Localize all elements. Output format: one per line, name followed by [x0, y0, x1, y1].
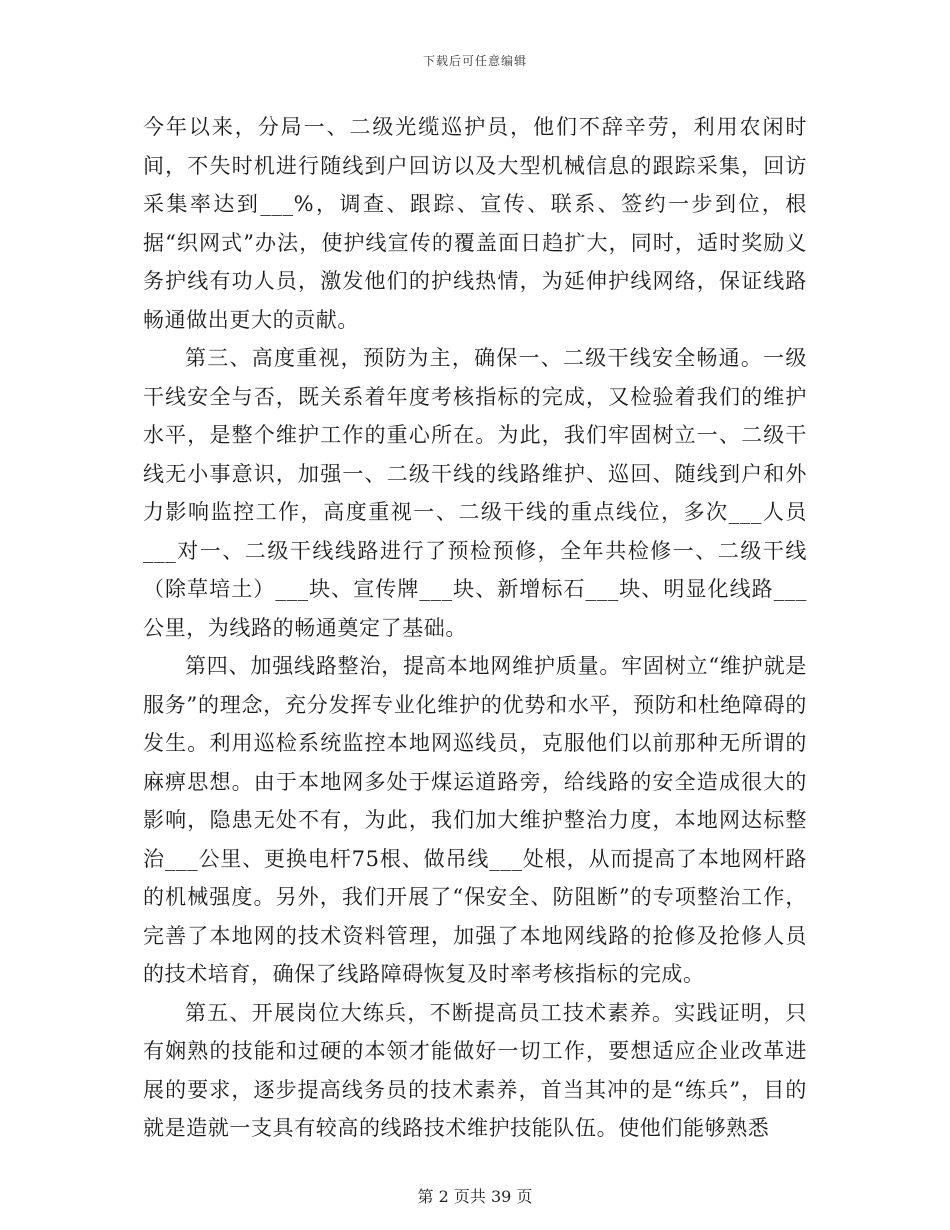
page-footer: 第 2 页共 39 页: [417, 1187, 533, 1206]
paragraph-4: 第五、开展岗位大练兵，不断提高员工技术素养。实践证明，只有娴熟的技能和过硬的本领才能做好一切工作，要想适应企业改革进展的要求，逐步提高线务员的技术素养，首当其冲的是“练兵”，目的就是造就一支具有较高的线路技术维护技能队伍。使他们能够熟悉: [143, 1000, 807, 1140]
document-body: [143, 108, 807, 1148]
paragraph-1: 今年以来，分局一、二级光缆巡护员，他们不辞辛劳，利用农闲时间，不失时机进行随线到户回访以及大型机械信息的跟踪采集，回访采集率达到___%，调查、跟踪、宣传、联系、签约一步到位，根据“织网式”办法，使护线宣传的覆盖面日趋扩大，同时，适时奖励义务护线有功人员，激发他们的护线热情，为延伸护线网络，保证线路畅通做出更大的贡献。: [143, 115, 807, 332]
paragraph-3: 第四、加强线路整治，提高本地网维护质量。牢固树立“维护就是服务”的理念，充分发挥专业化维护的优势和水平，预防和杜绝障碍的发生。利用巡检系统监控本地网巡线员，克服他们以前那种无所谓的麻痹思想。由于本地网多处于煤运道路旁，给线路的安全造成很大的影响，隐患无处不有，为此，我们加大维护整治力度，本地网达标整治___公里、更换电杆75根、做吊线___处根，从而提高了本地网杆路的机械强度。另外，我们开展了“保安全、防阻断”的专项整治工作，完善了本地网的技术资料管理，加强了本地网线路的抢修及抢修人员的技术培育，确保了线路障碍恢复及时率考核指标的完成。: [143, 654, 807, 986]
paragraph-2: 第三、高度重视，预防为主，确保一、二级干线安全畅通。一级干线安全与否，既关系着年度考核指标的完成，又检验着我们的维护水平，是整个维护工作的重心所在。为此，我们牢固树立一、二级干线无小事意识，加强一、二级干线的线路维护、巡回、随线到户和外力影响监控工作，高度重视一、二级干线的重点线位，多次___人员___对一、二级干线线路进行了预检预修，全年共检修一、二级干线（除草培土）___块、宣传牌___块、新增标石___块、明显化线路___公里，为线路的畅通奠定了基础。: [143, 346, 807, 640]
page-header: 下载后可任意编辑: [422, 54, 527, 68]
